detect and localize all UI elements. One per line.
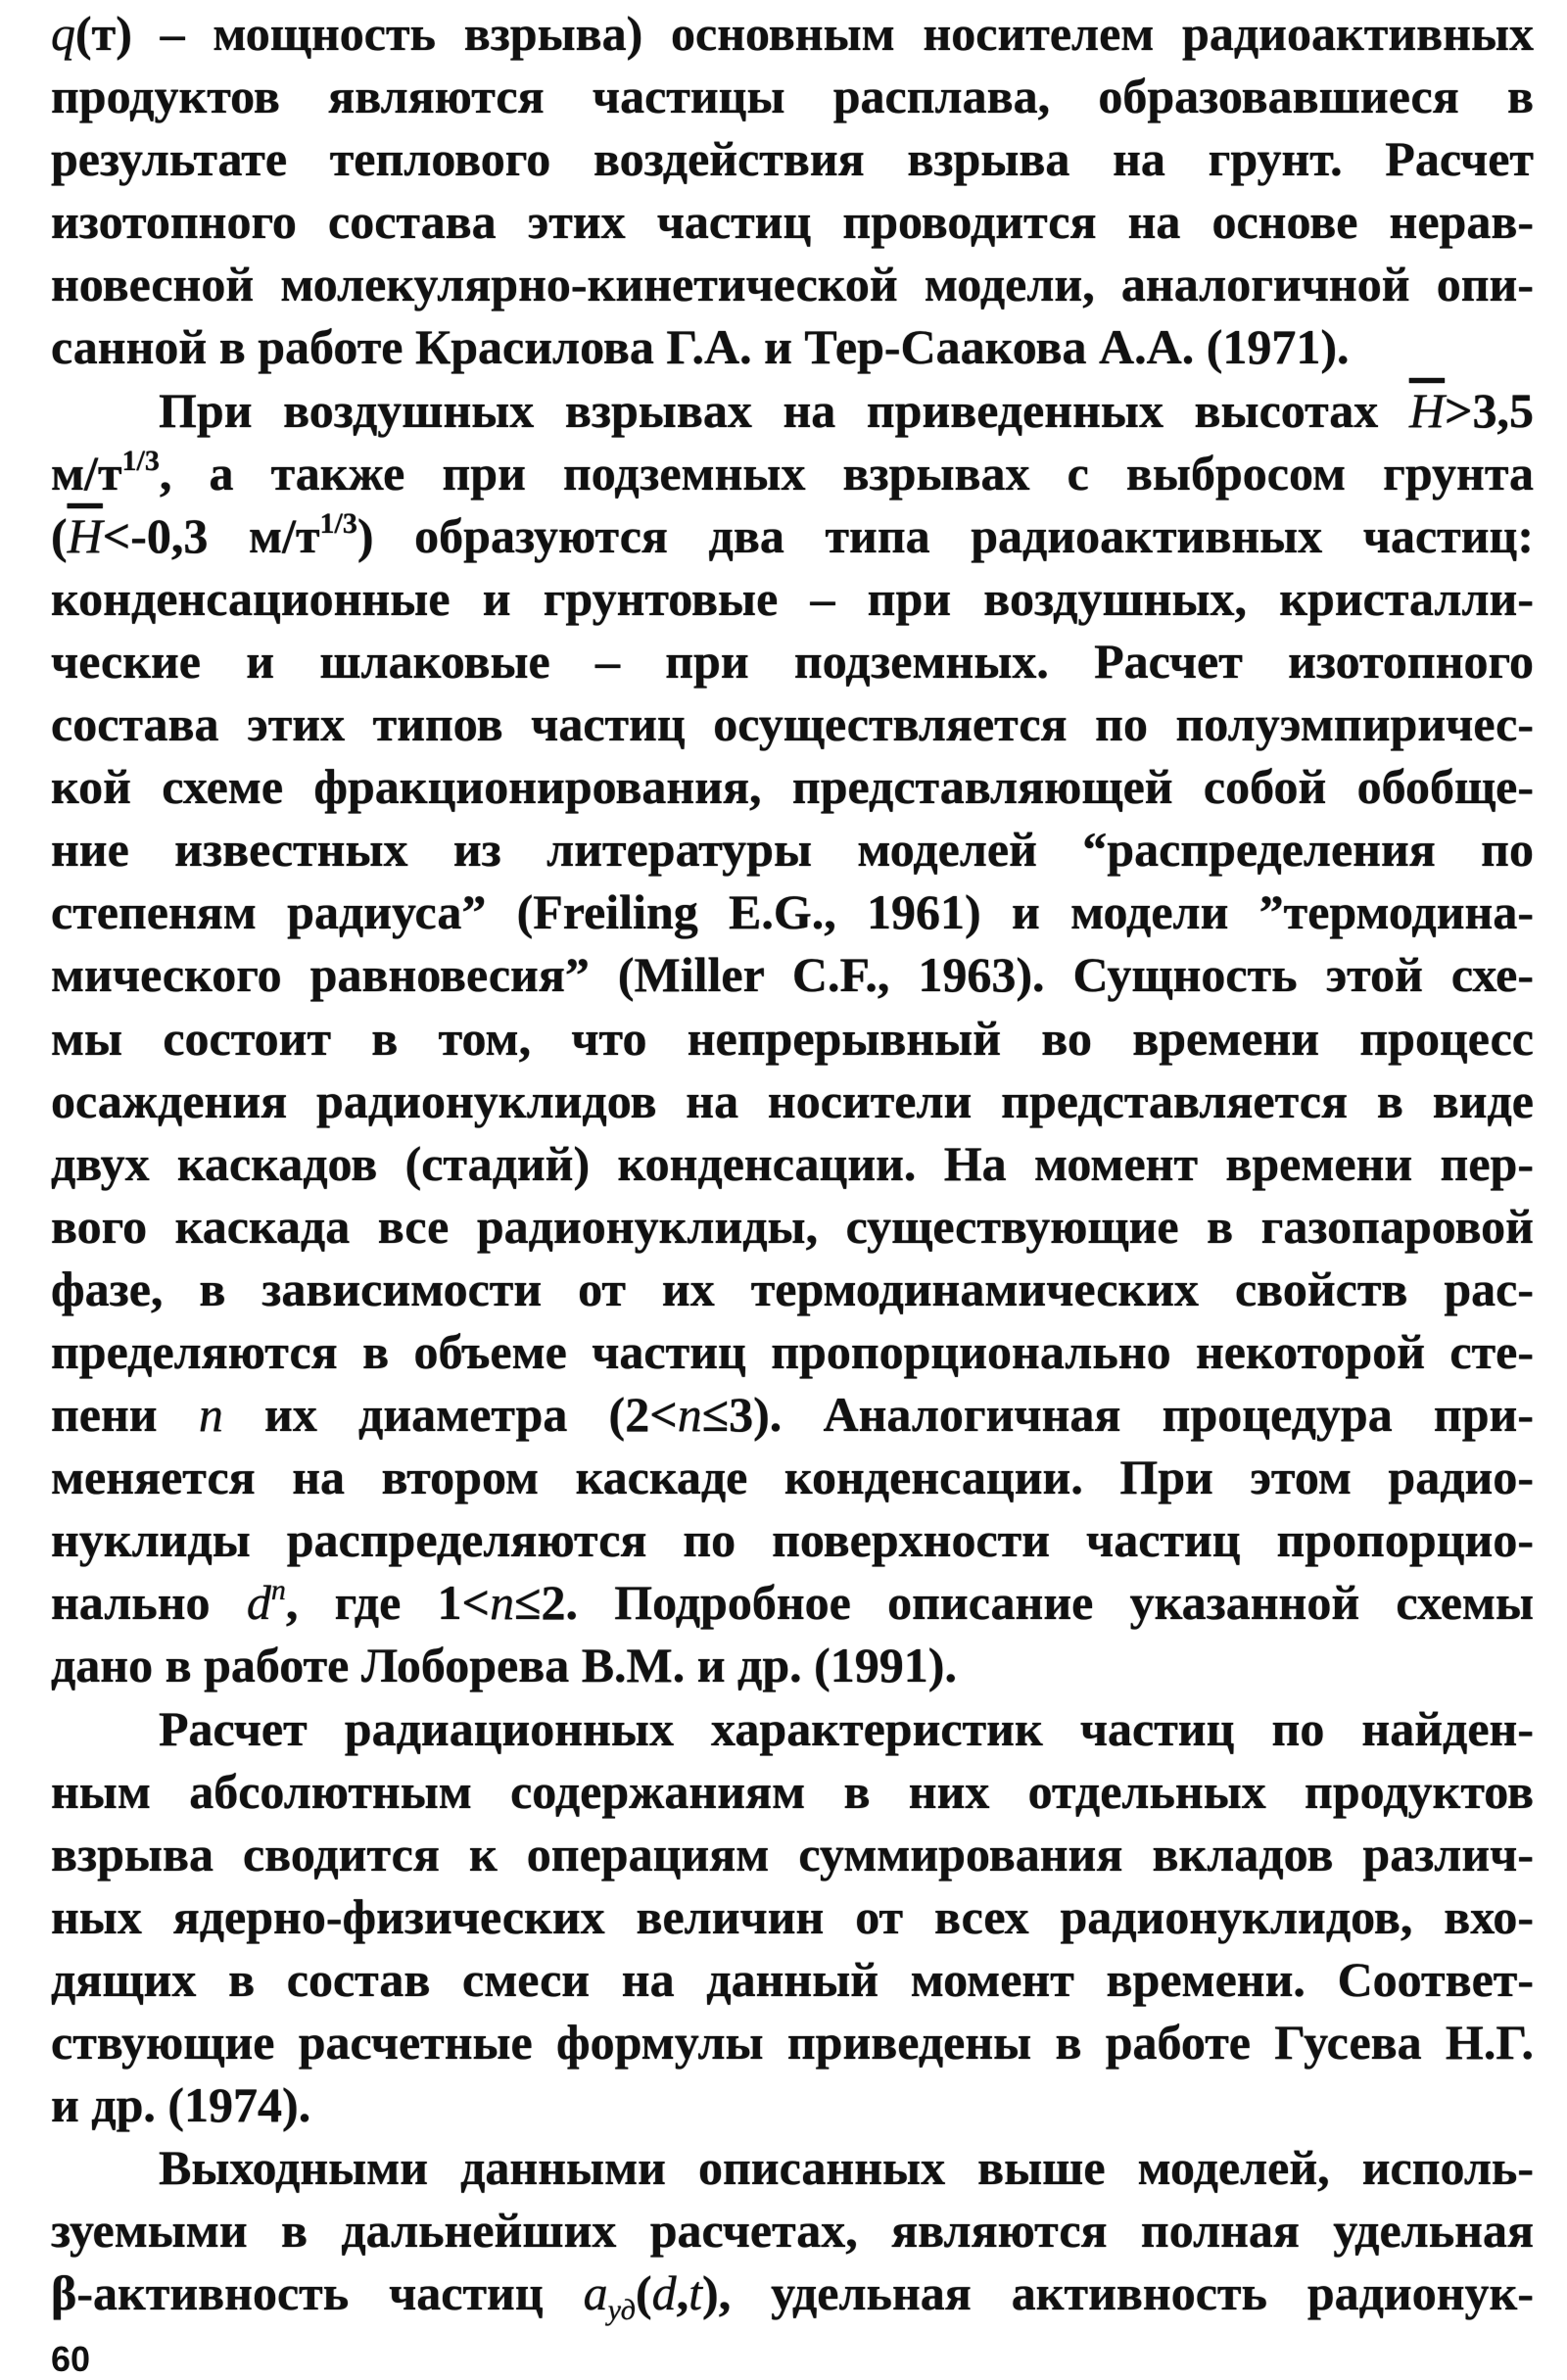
text-line [51, 504, 1534, 567]
text-line [51, 1070, 1534, 1132]
text-run: Выходными данными описанных выше моделей, исполь- [159, 2140, 1534, 2196]
text-run: Расчет радиационных характеристик частиц по найден- [159, 1700, 1534, 1756]
text-run: При воздушных взрывах на приведенных высотах [159, 382, 1409, 438]
math-symbol: t [689, 2265, 703, 2321]
text-run: нуклиды распределяются по поверхности частиц пропорцио- [51, 1512, 1534, 1568]
text-run: изотопного состава этих частиц проводится на основе нерав- [51, 194, 1534, 250]
math-symbol: n [490, 1575, 515, 1631]
text-line [51, 1383, 1534, 1446]
text-line [51, 379, 1534, 442]
text-line [51, 1258, 1534, 1320]
text-line [51, 190, 1534, 253]
text-run: санной в работе Красилова Г.А. и Тер-Саакова А.А. (1971). [51, 319, 1350, 375]
text-run: ным абсолютным содержаниям в них отдельных продуктов [51, 1763, 1534, 1819]
text-line [51, 1132, 1534, 1195]
text-run: , а также при подземных взрывах с выбросом грунта [159, 445, 1534, 500]
math-symbol: 1/3 [319, 506, 357, 540]
text-run: (т) – мощность взрыва) основным носителем радиоактивных [75, 6, 1534, 61]
text-line [51, 1320, 1534, 1383]
text-run: продуктов являются частицы расплава, образовавшиеся в [51, 69, 1534, 124]
page-number: 60 [51, 2339, 91, 2379]
text-run: нально [51, 1575, 247, 1631]
math-symbol: a [583, 2265, 608, 2321]
text-line [51, 315, 1534, 378]
text-run: осаждения радионуклидов на носители представляется в виде [51, 1072, 1534, 1128]
math-symbol: n [270, 1574, 286, 1607]
text-run: мического равновесия” (Miller C.F., 1963). Сущность этой схе- [51, 947, 1534, 1003]
text-run: взрыва сводится к операциям суммирования вкладов различ- [51, 1826, 1534, 1881]
text-line [51, 1007, 1534, 1070]
text-line [51, 2, 1534, 65]
text-run: β-активность частиц [51, 2265, 584, 2321]
math-symbol: d [246, 1575, 271, 1631]
text-line [51, 2261, 1534, 2327]
text-line [51, 2199, 1534, 2261]
math-symbol: уд [607, 2294, 636, 2327]
text-run: ствующие расчетные формулы приведены в работе Гусева Н.Г. [51, 2015, 1534, 2070]
text-line [51, 755, 1534, 818]
text-line [51, 1195, 1534, 1258]
text-run: ≤3). Аналогичная процедура при- [701, 1387, 1534, 1443]
text-run: состава этих типов частиц осуществляется по полуэмпиричес- [51, 696, 1534, 752]
page-body [51, 2, 1534, 2327]
text-run: ных ядерно-физических величин от всех радионуклидов, вхо- [51, 1888, 1534, 1944]
text-run: меняется на втором каскаде конденсации. При этом радио- [51, 1450, 1534, 1505]
text-run: фазе, в зависимости от их термодинамических свойств рас- [51, 1261, 1534, 1316]
text-line [51, 1948, 1534, 2011]
text-line [51, 65, 1534, 127]
text-run: зуемыми в дальнейших расчетах, являются полная удельная [51, 2203, 1534, 2259]
text-run: ( [635, 2265, 652, 2321]
text-line [51, 2136, 1534, 2199]
math-symbol: $\overline{H}$ [67, 507, 103, 563]
text-run: мы состоит в том, что непрерывный во времени процесс [51, 1010, 1534, 1066]
text-line [51, 567, 1534, 630]
math-symbol: n [677, 1387, 702, 1443]
text-run: ( [51, 507, 68, 563]
math-symbol: n [198, 1387, 223, 1443]
text-run: новесной молекулярно-кинетической модели, аналогичной опи- [51, 257, 1534, 312]
text-run: результате теплового воздействия взрыва на грунт. Расчет [51, 131, 1534, 187]
text-line [51, 1571, 1534, 1634]
math-symbol: d [651, 2265, 677, 2321]
text-run: >3,5 [1445, 382, 1534, 438]
text-run: степеням радиуса” (Freiling E.G., 1961) и модели ”термодина- [51, 884, 1534, 940]
text-run: <-0,3 м/т [102, 507, 320, 563]
text-line [51, 1446, 1534, 1508]
text-run: конденсационные и грунтовые – при воздушных, кристалли- [51, 570, 1534, 626]
text-run: , где 1< [285, 1575, 491, 1631]
text-line [51, 2011, 1534, 2073]
text-run: двух каскадов (стадий) конденсации. На момент времени пер- [51, 1135, 1534, 1191]
text-line [51, 630, 1534, 692]
text-run: вого каскада все радионуклиды, существующие в газопаровой [51, 1198, 1534, 1254]
text-run: пени [51, 1387, 199, 1443]
text-run: дящих в состав смеси на данный момент времени. Соответ- [51, 1951, 1534, 2007]
text-run: ), удельная активность радионук- [702, 2265, 1534, 2321]
text-line [51, 2073, 1534, 2136]
text-line [51, 127, 1534, 190]
math-symbol: $\overline{H}$ [1408, 382, 1445, 438]
text-run: дано в работе Лоборева В.М. и др. (1991). [51, 1638, 957, 1693]
math-symbol: 1/3 [121, 444, 160, 477]
text-run: их диаметра (2< [222, 1387, 678, 1443]
text-line [51, 818, 1534, 881]
text-run: ческие и шлаковые – при подземных. Расчет изотопного [51, 633, 1534, 689]
text-line [51, 1697, 1534, 1760]
text-line [51, 1760, 1534, 1823]
text-run: , [676, 2265, 689, 2321]
text-line [51, 1885, 1534, 1948]
text-run: ) образуются два типа радиоактивных частиц: [356, 507, 1534, 563]
text-run: и др. (1974). [51, 2077, 311, 2133]
math-symbol: q [51, 6, 75, 61]
text-line [51, 1508, 1534, 1571]
text-line [51, 253, 1534, 315]
text-run: м/т [51, 445, 122, 500]
text-run: пределяются в объеме частиц пропорционально некоторой сте- [51, 1323, 1534, 1379]
text-line [51, 881, 1534, 943]
text-line [51, 1823, 1534, 1885]
text-run: кой схеме фракционирования, представляющей собой обобще- [51, 759, 1534, 815]
text-line [51, 692, 1534, 755]
text-line [51, 1634, 1534, 1696]
text-line [51, 943, 1534, 1006]
text-line [51, 442, 1534, 504]
text-run: ≤2. Подробное описание указанной схемы [514, 1575, 1534, 1631]
text-run: ние известных из литературы моделей “распределения по [51, 822, 1534, 878]
